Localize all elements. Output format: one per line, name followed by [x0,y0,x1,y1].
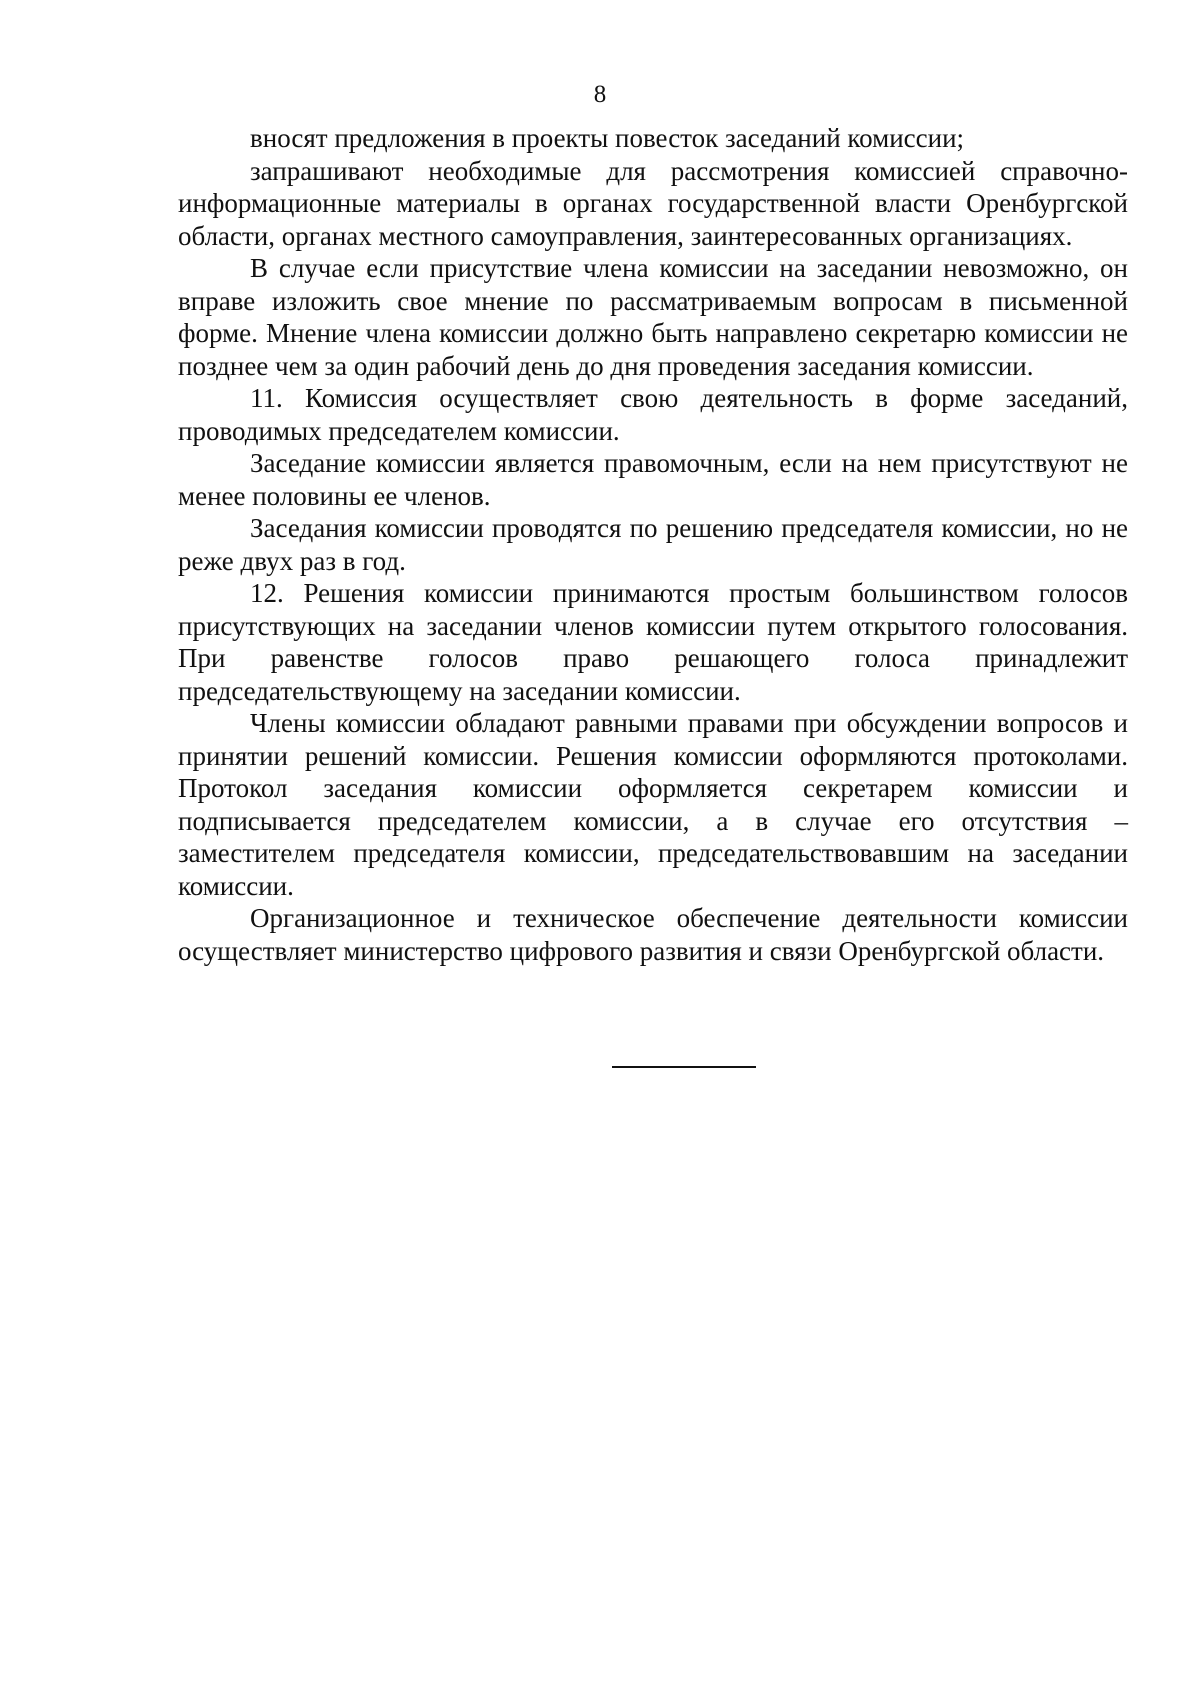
paragraph-item-12: 12. Решения комиссии принимаются простым большинством голосов присутствующих на заседании членов комиссии путем открытого голосования. При равенстве голосов право решающего голоса принадлежит председательствующему на заседании комиссии. [178,578,1128,706]
end-of-document-rule [612,1066,756,1068]
paragraph-members-rights: Члены комиссии обладают равными правами при обсуждении вопросов и принятии решений комиссии. Решения комиссии оформляются протоколами. Протокол заседания комиссии оформляется секретарем комиссии и подписывается председателем комиссии, а в случае его отсутствия – заместителем председателя комиссии, председательствовавшим на заседании комиссии. [178,708,1128,901]
paragraph-proposals: вносят предложения в проекты повесток заседаний комиссии; [250,123,965,153]
paragraph-item-11: 11. Комиссия осуществляет свою деятельность в форме заседаний, проводимых председателем комиссии. [178,383,1128,446]
paragraph-meeting-frequency: Заседания комиссии проводятся по решению председателя комиссии, но не реже двух раз в год. [178,513,1128,576]
paragraph-request-materials: запрашивают необходимые для рассмотрения комиссией справочно-информационные материалы в органах государственной власти Оренбургской области, органах местного самоуправления, заинтересованных организациях. [178,155,1128,251]
paragraph-written-opinion: В случае если присутствие члена комиссии на заседании невозможно, он вправе изложить свое мнение по рассматриваемым вопросам в письменной форме. Мнение члена комиссии должно быть направлено секретарю комиссии не позднее чем за один рабочий день до дня проведения заседания комиссии. [178,253,1128,381]
page-number: 8 [593,81,607,108]
document-body [178,122,1128,967]
paragraph-organizational-support: Организационное и техническое обеспечение деятельности комиссии осуществляет министерство цифрового развития и связи Оренбургской области. [178,903,1128,966]
paragraph-quorum: Заседание комиссии является правомочным, если на нем присутствуют не менее половины ее членов. [178,448,1128,511]
